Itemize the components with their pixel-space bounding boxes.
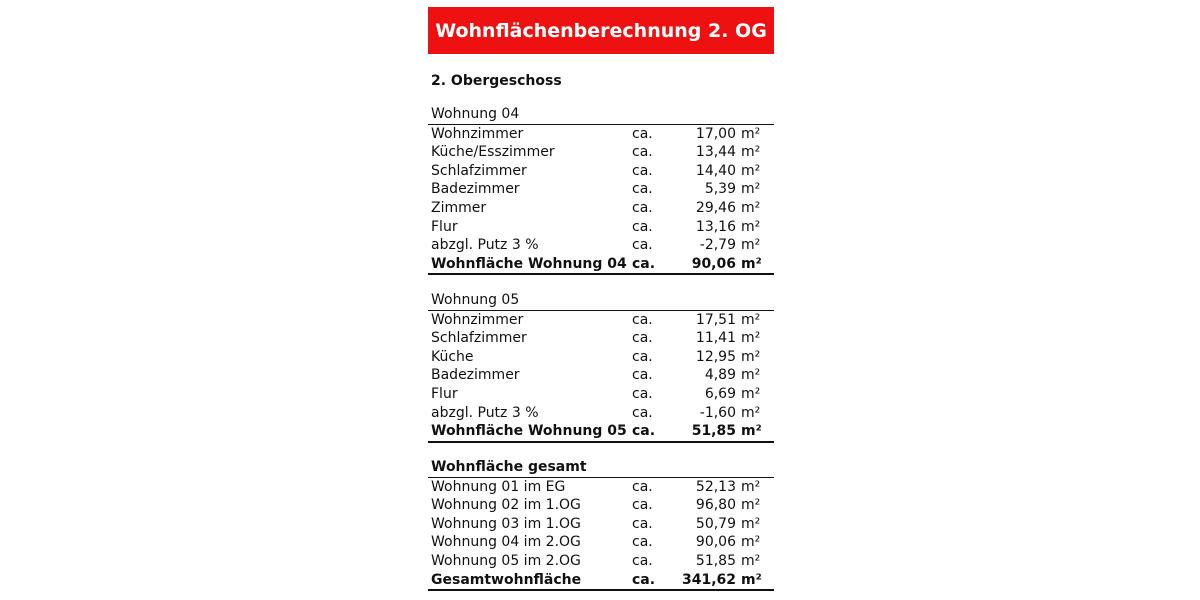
total-row [428, 255, 774, 276]
table-row [428, 162, 774, 181]
approx-prefix: ca. [632, 404, 653, 421]
unit-label: m² [741, 218, 761, 235]
approx-prefix: ca. [632, 181, 653, 198]
row-label: Küche/Esszimmer [431, 144, 555, 161]
unit-label: m² [741, 125, 761, 142]
area-value: 13,16 [695, 218, 736, 235]
area-value: 51,85 [695, 552, 736, 569]
unit-label: m² [741, 552, 761, 569]
section-heading [428, 291, 774, 311]
unit-label: m² [741, 181, 761, 198]
apartment-04-table [428, 105, 774, 275]
table-row [428, 515, 774, 534]
unit-label: m² [741, 162, 761, 179]
approx-prefix: ca. [632, 199, 653, 216]
section-heading-label: Wohnung 04 [431, 106, 520, 122]
unit-label: m² [741, 255, 762, 272]
row-label: Wohnzimmer [431, 311, 524, 328]
area-value: 5,39 [704, 181, 736, 198]
unit-label: m² [741, 367, 761, 384]
table-row [428, 329, 774, 348]
area-value: 17,51 [695, 311, 736, 328]
row-label: Zimmer [431, 199, 487, 216]
approx-prefix: ca. [632, 144, 653, 161]
area-value: 29,46 [695, 199, 736, 216]
unit-label: m² [741, 571, 762, 588]
approx-prefix: ca. [632, 367, 653, 384]
summary-table [428, 458, 774, 591]
area-value: 13,44 [695, 144, 736, 161]
table-row [428, 236, 774, 255]
row-label: Wohnung 04 im 2.OG [431, 534, 581, 551]
area-value: 341,62 [681, 571, 736, 588]
row-label: Wohnung 03 im 1.OG [431, 515, 581, 532]
unit-label: m² [741, 144, 761, 161]
area-value: 96,80 [695, 497, 736, 514]
unit-label: m² [741, 534, 761, 551]
area-value: 90,06 [691, 255, 736, 272]
unit-label: m² [741, 478, 761, 495]
title-banner [428, 7, 774, 54]
row-label: Gesamtwohnfläche [431, 571, 582, 588]
approx-prefix: ca. [632, 237, 653, 254]
row-label: abzgl. Putz 3 % [431, 404, 539, 421]
approx-prefix: ca. [632, 534, 653, 551]
table-row [428, 199, 774, 218]
area-value: 90,06 [695, 534, 736, 551]
row-label: Schlafzimmer [431, 330, 527, 347]
row-label: Badezimmer [431, 367, 520, 384]
approx-prefix: ca. [632, 552, 653, 569]
row-label: Badezimmer [431, 181, 520, 198]
section-heading-label: Wohnung 05 [431, 292, 520, 308]
approx-prefix: ca. [632, 423, 656, 440]
table-row [428, 478, 774, 497]
approx-prefix: ca. [632, 311, 653, 328]
row-label: abzgl. Putz 3 % [431, 237, 539, 254]
area-value: -1,60 [699, 404, 736, 421]
unit-label: m² [741, 423, 762, 440]
total-row [428, 422, 774, 443]
approx-prefix: ca. [632, 330, 653, 347]
table-row [428, 552, 774, 571]
unit-label: m² [741, 515, 761, 532]
area-value: 12,95 [695, 348, 736, 365]
table-row [428, 311, 774, 330]
approx-prefix: ca. [632, 348, 653, 365]
table-row [428, 404, 774, 423]
unit-label: m² [741, 497, 761, 514]
approx-prefix: ca. [632, 385, 653, 402]
area-value: -2,79 [699, 237, 736, 254]
unit-label: m² [741, 330, 761, 347]
area-value: 4,89 [704, 367, 736, 384]
approx-prefix: ca. [632, 478, 653, 495]
table-row [428, 385, 774, 404]
table-row [428, 180, 774, 199]
approx-prefix: ca. [632, 515, 653, 532]
page-title: Wohnflächenberechnung 2. OG [435, 19, 767, 42]
area-value: 11,41 [695, 330, 736, 347]
approx-prefix: ca. [632, 162, 653, 179]
area-value: 50,79 [695, 515, 736, 532]
area-value: 51,85 [691, 423, 736, 440]
section-heading-label: Wohnfläche gesamt [431, 459, 587, 475]
approx-prefix: ca. [632, 125, 653, 142]
area-value: 52,13 [695, 478, 736, 495]
section-heading [428, 458, 774, 478]
table-row [428, 496, 774, 515]
row-label: Wohnfläche Wohnung 05 [431, 423, 627, 440]
row-label: Wohnung 01 im EG [431, 478, 566, 495]
row-label: Schlafzimmer [431, 162, 527, 179]
approx-prefix: ca. [632, 571, 656, 588]
area-value: 14,40 [695, 162, 736, 179]
unit-label: m² [741, 385, 761, 402]
row-label: Flur [431, 385, 458, 402]
row-label: Wohnung 02 im 1.OG [431, 497, 581, 514]
area-value: 6,69 [704, 385, 736, 402]
apartment-05-table [428, 291, 774, 443]
row-label: Küche [431, 348, 474, 365]
row-label: Wohnung 05 im 2.OG [431, 552, 581, 569]
section-heading [428, 105, 774, 125]
floor-label: 2. Obergeschoss [431, 73, 562, 89]
unit-label: m² [741, 199, 761, 216]
unit-label: m² [741, 237, 761, 254]
row-label: Wohnfläche Wohnung 04 [431, 255, 627, 272]
approx-prefix: ca. [632, 218, 653, 235]
approx-prefix: ca. [632, 255, 656, 272]
total-row [428, 571, 774, 592]
table-row [428, 533, 774, 552]
table-row [428, 348, 774, 367]
unit-label: m² [741, 348, 761, 365]
table-row [428, 125, 774, 144]
area-value: 17,00 [695, 125, 736, 142]
approx-prefix: ca. [632, 497, 653, 514]
table-row [428, 218, 774, 237]
unit-label: m² [741, 311, 761, 328]
table-row [428, 366, 774, 385]
row-label: Flur [431, 218, 458, 235]
table-row [428, 143, 774, 162]
row-label: Wohnzimmer [431, 125, 524, 142]
unit-label: m² [741, 404, 761, 421]
